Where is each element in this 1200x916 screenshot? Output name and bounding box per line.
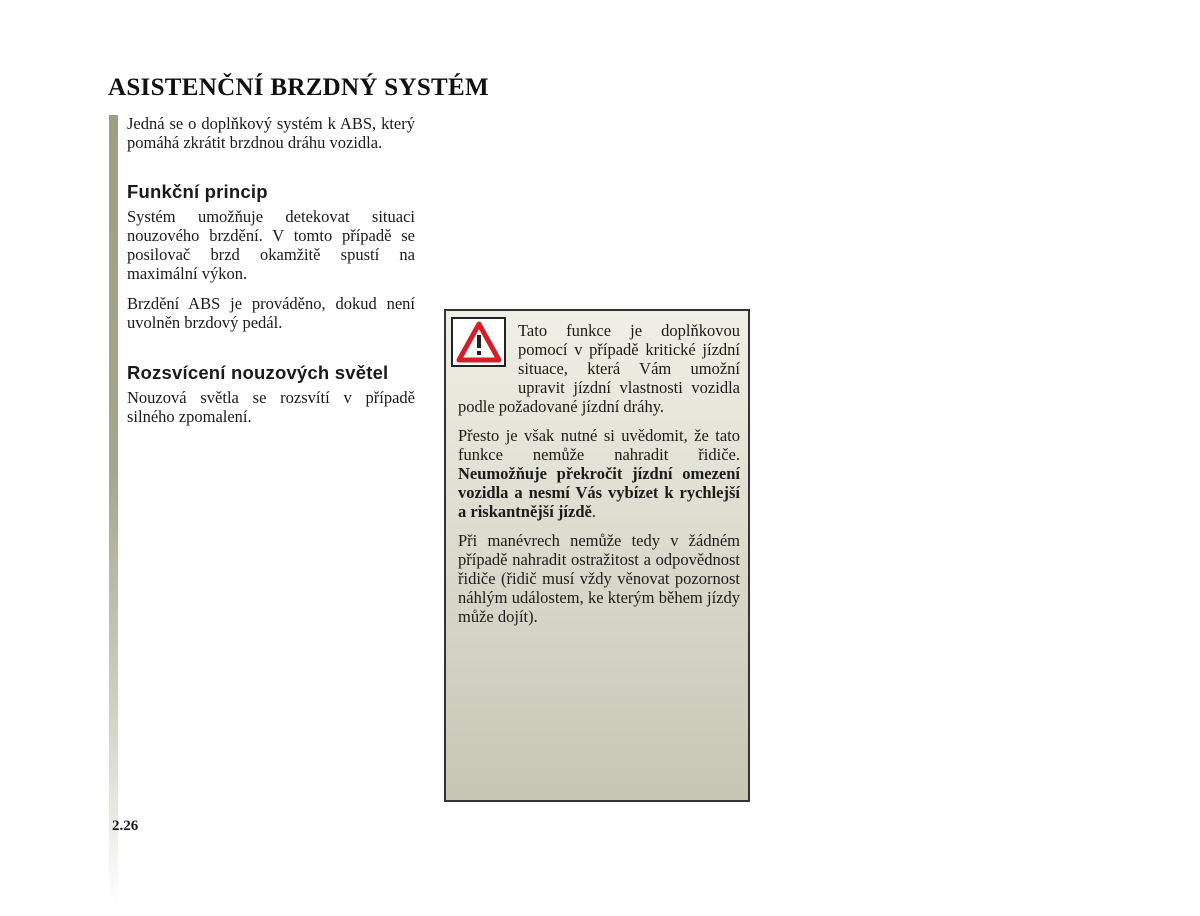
section-marker-bar [109, 115, 118, 905]
page-title: ASISTENČNÍ BRZDNÝ SYSTÉM [108, 74, 489, 101]
warning-paragraph-2 [458, 426, 740, 521]
warning-paragraph-1: Tato funkce je doplňkovou pomocí v případě kritické jízdní situace, která Vám umožní upravit jízdní vlastnosti vozidla podle požadované jízdní dráhy. [458, 321, 740, 416]
page-number: 2.26 [112, 818, 139, 834]
warning-paragraph-2-end: . [591, 502, 596, 521]
warning-paragraph-3: Při manévrech nemůže tedy v žádném případě nahradit ostražitost a odpovědnost řidiče (řidič musí vždy věnovat pozornost náhlým událostem, ke kterým během jízdy může dojít). [458, 531, 740, 626]
left-column [127, 114, 415, 437]
warning-text [458, 321, 740, 636]
hazard-lights-heading: Rozsvícení nouzových světel [127, 362, 389, 383]
warning-paragraph-2-text: Přesto je však nutné si uvědomit, že tato funkce nemůže nahradit řidiče. [458, 426, 740, 464]
spacer [127, 343, 415, 363]
functional-principle-paragraph-2: Brzdění ABS je prováděno, dokud není uvolněn brzdový pedál. [127, 294, 415, 332]
warning-paragraph-2-bold: Neumožňuje překročit jízdní omezení vozidla a nesmí Vás vybízet k rychlejší a riskantnější jízdě [458, 464, 740, 521]
intro-paragraph: Jedná se o doplňkový systém k ABS, který pomáhá zkrátit brzdnou dráhu vozidla. [127, 114, 415, 152]
hazard-lights-paragraph: Nouzová světla se rozsvítí v případě silného zpomalení. [127, 388, 415, 426]
functional-principle-heading: Funkční princip [127, 181, 268, 202]
functional-principle-paragraph-1: Systém umožňuje detekovat situaci nouzového brzdění. V tomto případě se posilovač brzd okamžitě spustí na maximální výkon. [127, 207, 415, 283]
warning-box [444, 309, 750, 802]
